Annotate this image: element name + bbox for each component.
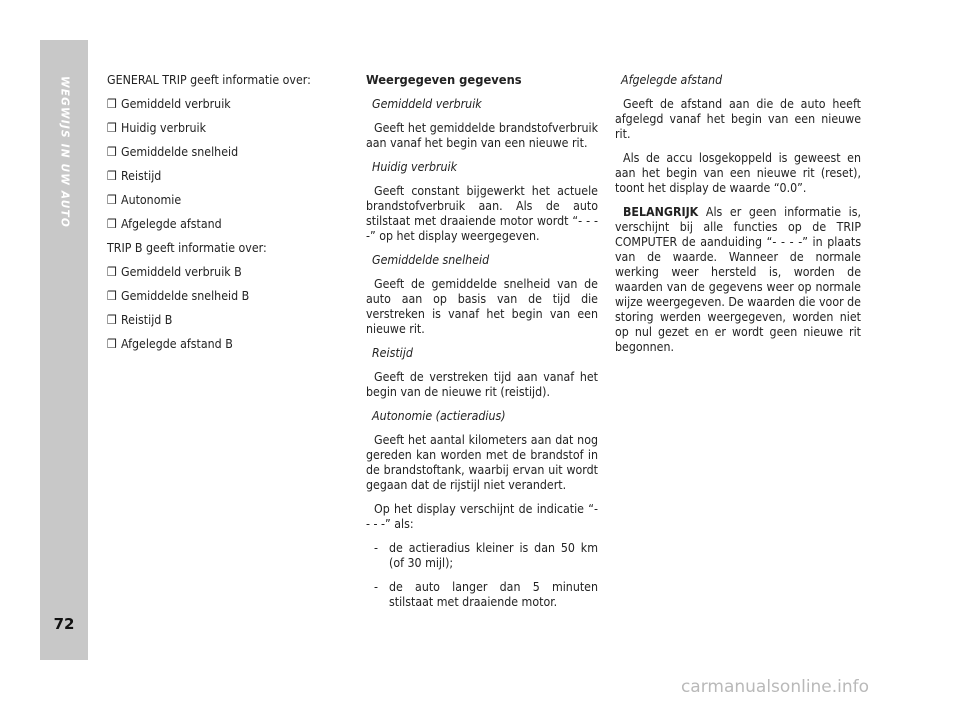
watermark: carmanualsonline.info bbox=[590, 673, 960, 701]
list-item-label: Reistijd B bbox=[121, 313, 173, 327]
dash-item-text: de auto langer dan 5 minuten stilstaat met draaiende motor. bbox=[389, 580, 598, 609]
list-item-label: Gemiddelde snelheid bbox=[121, 145, 239, 159]
trip-b-intro: TRIP B geeft informatie over: bbox=[107, 241, 267, 255]
page-number: 72 bbox=[53, 615, 75, 633]
general-trip-intro: GENERAL TRIP geeft informatie over: bbox=[107, 73, 311, 87]
column-1 bbox=[107, 73, 329, 361]
subheading-average-consumption: Gemiddeld verbruik bbox=[372, 97, 482, 111]
checkbox-bullet-icon: ❒ bbox=[107, 337, 117, 351]
column-2 bbox=[366, 73, 598, 619]
dash-item-text: de actieradius kleiner is dan 50 km (of 30 mijl); bbox=[389, 541, 598, 570]
checkbox-bullet-icon: ❒ bbox=[107, 169, 117, 183]
checkbox-bullet-icon: ❒ bbox=[107, 289, 117, 303]
important-note bbox=[615, 205, 861, 355]
list-item-label: Reistijd bbox=[121, 169, 162, 183]
dash-marker: - bbox=[374, 541, 378, 555]
dash-marker: - bbox=[374, 580, 378, 594]
checkbox-bullet-icon: ❒ bbox=[107, 121, 117, 135]
checkbox-bullet-icon: ❒ bbox=[107, 97, 117, 111]
important-label: BELANGRIJK bbox=[623, 205, 699, 219]
list-item-label: Gemiddelde snelheid B bbox=[121, 289, 250, 303]
checkbox-bullet-icon: ❒ bbox=[107, 145, 117, 159]
list-item bbox=[107, 337, 329, 352]
subheading-travel-time: Reistijd bbox=[372, 346, 413, 360]
sidebar bbox=[40, 40, 88, 660]
section-heading: Weergegeven gegevens bbox=[366, 73, 522, 88]
list-item-label: Gemiddeld verbruik B bbox=[121, 265, 242, 279]
important-text: Als er geen informatie is, verschijnt bij alle functies op de TRIP COMPUTER de aanduiding “- - - -” in plaats van de waarde. Wanneer de normale werking weer hersteld is, worden de waarden van de gegevens weer op normale wijze weergegeven. De waarden die voor de storing werden weergegeven, worden niet op nul gezet en er wordt geen nieuwe rit begonnen. bbox=[615, 205, 861, 354]
subheading-average-speed: Gemiddelde snelheid bbox=[372, 253, 490, 267]
list-item-label: Afgelegde afstand B bbox=[121, 337, 233, 351]
dash-list bbox=[366, 541, 598, 610]
list-item bbox=[107, 169, 329, 184]
paragraph: Geeft het aantal kilometers aan dat nog gereden kan worden met de brandstof in de brandstoftank, waarbij ervan uit wordt gegaan dat de rijstijl niet verandert. bbox=[366, 433, 598, 492]
paragraph: Geeft de verstreken tijd aan vanaf het begin van de nieuwe rit (reistijd). bbox=[366, 370, 598, 399]
checkbox-bullet-icon: ❒ bbox=[107, 265, 117, 279]
subheading-range: Autonomie (actieradius) bbox=[372, 409, 506, 423]
general-trip-list bbox=[107, 97, 329, 232]
list-item-label: Autonomie bbox=[121, 193, 182, 207]
trip-b-list bbox=[107, 265, 329, 352]
section-title: WEGWIJS IN UW AUTO bbox=[58, 76, 71, 228]
dash-list-item bbox=[366, 541, 598, 571]
list-item bbox=[107, 217, 329, 232]
list-item bbox=[107, 145, 329, 160]
checkbox-bullet-icon: ❒ bbox=[107, 313, 117, 327]
list-item bbox=[107, 265, 329, 280]
subheading-distance: Afgelegde afstand bbox=[621, 73, 723, 87]
subheading-current-consumption: Huidig verbruik bbox=[372, 160, 458, 174]
list-item bbox=[107, 97, 329, 112]
paragraph: Geeft de afstand aan die de auto heeft afgelegd vanaf het begin van een nieuwe rit. bbox=[615, 97, 861, 141]
checkbox-bullet-icon: ❒ bbox=[107, 193, 117, 207]
column-3 bbox=[615, 73, 861, 364]
dash-list-item bbox=[366, 580, 598, 610]
list-item-label: Afgelegde afstand bbox=[121, 217, 222, 231]
paragraph: Geeft constant bijgewerkt het actuele brandstofverbruik aan. Als de auto stilstaat met draaiende motor wordt “- - - -” op het display weergegeven. bbox=[366, 184, 598, 243]
paragraph: Geeft de gemiddelde snelheid van de auto aan op basis van de tijd die verstreken is vanaf het begin van een nieuwe rit. bbox=[366, 277, 598, 336]
list-item-label: Gemiddeld verbruik bbox=[121, 97, 231, 111]
paragraph: Geeft het gemiddelde brandstofverbruik aan vanaf het begin van een nieuwe rit. bbox=[366, 121, 598, 150]
paragraph: Als de accu losgekoppeld is geweest en aan het begin van een nieuwe rit (reset), toont het display de waarde “0.0”. bbox=[615, 151, 861, 195]
list-item bbox=[107, 121, 329, 136]
list-item bbox=[107, 313, 329, 328]
list-item bbox=[107, 193, 329, 208]
list-item-label: Huidig verbruik bbox=[121, 121, 207, 135]
list-item bbox=[107, 289, 329, 304]
paragraph: Op het display verschijnt de indicatie “- - - -” als: bbox=[366, 502, 598, 531]
checkbox-bullet-icon: ❒ bbox=[107, 217, 117, 231]
